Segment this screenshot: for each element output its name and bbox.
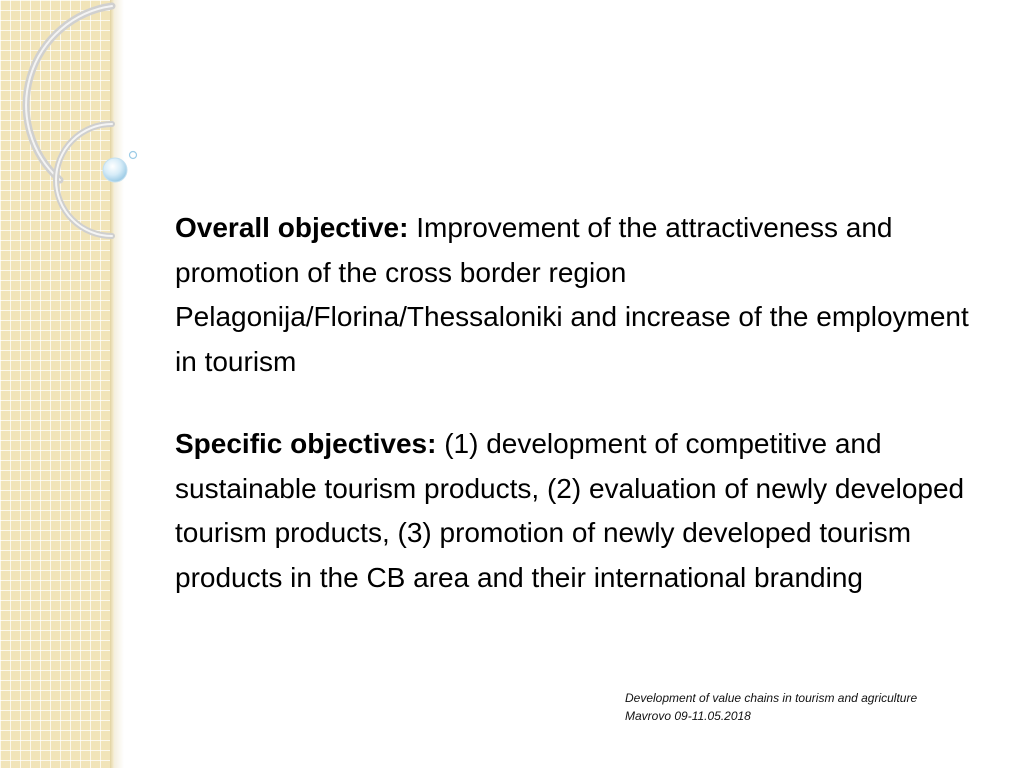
specific-objectives-label: Specific objectives: bbox=[175, 428, 437, 459]
specific-objectives-text: (1) development of competitive and sustainable tourism products, (2) evaluation of newly developed tourism products, (3) promotion of newly developed tourism products in the CB area and their international branding bbox=[175, 428, 965, 593]
large-ring-arc-inner bbox=[26, 6, 112, 180]
medium-ring-arc bbox=[56, 124, 112, 236]
footer-event-title: Development of value chains in tourism and agriculture bbox=[625, 691, 918, 705]
slide-body bbox=[175, 206, 990, 600]
slide-footer bbox=[625, 689, 1005, 725]
specific-objectives-paragraph bbox=[175, 422, 990, 600]
overall-objective-text: Improvement of the attractiveness and promotion of the cross border region Pelagonija/Florina/Thessaloniki and increase of the employment in tourism bbox=[175, 212, 969, 377]
medium-ring-arc-inner bbox=[56, 124, 112, 236]
overall-objective-label: Overall objective: bbox=[175, 212, 409, 243]
blue-dot bbox=[103, 158, 127, 182]
decorative-rings bbox=[0, 0, 200, 260]
overall-objective-paragraph bbox=[175, 206, 990, 384]
small-ring-dot bbox=[130, 152, 137, 159]
footer-event-date: Mavrovo 09-11.05.2018 bbox=[625, 709, 751, 723]
